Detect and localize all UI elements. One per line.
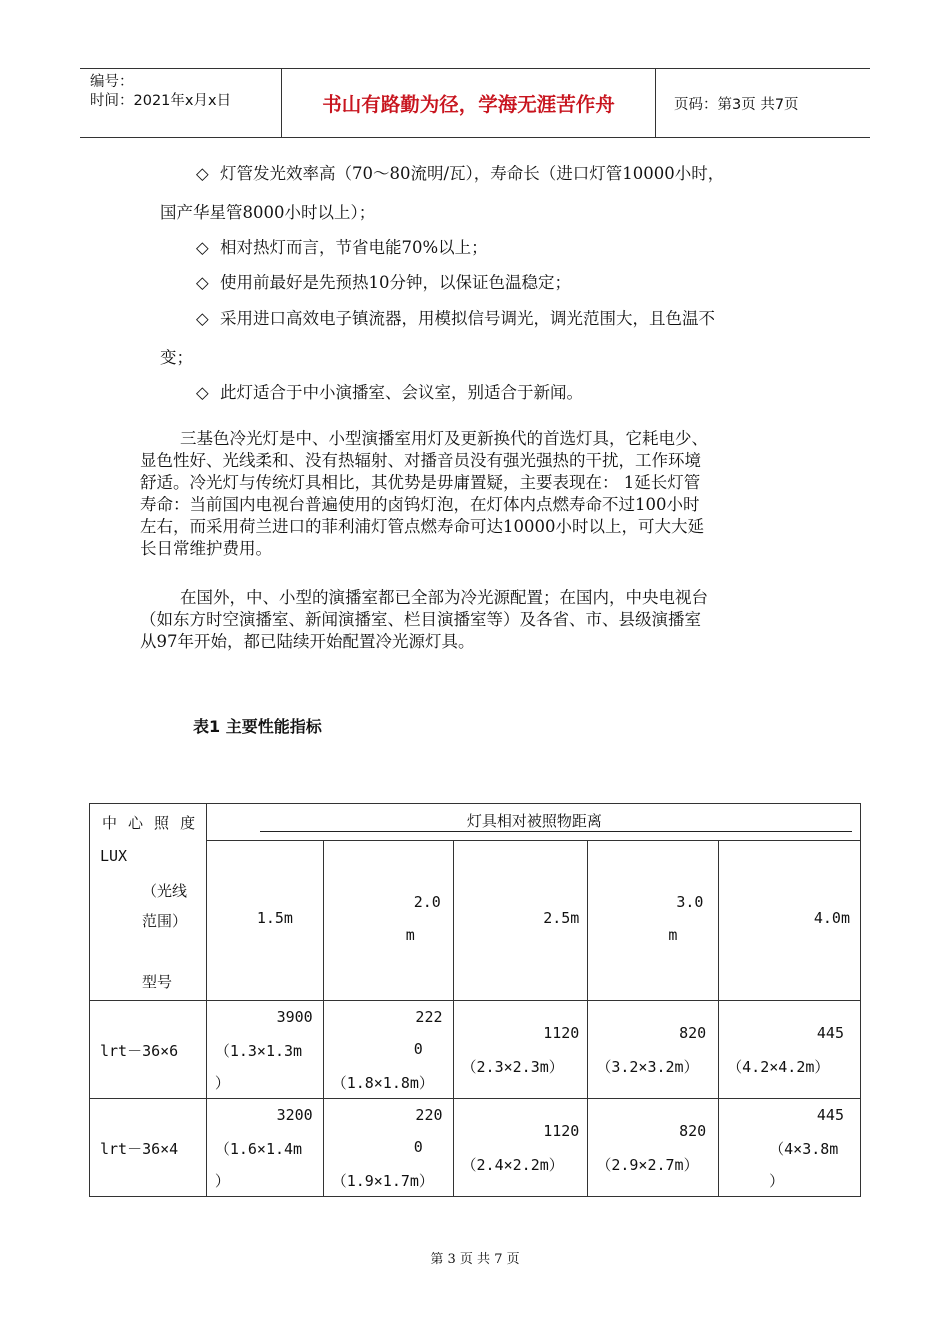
distance-value: 1.5m (256, 908, 293, 927)
value-cell (206, 1001, 323, 1099)
distance-header-cell (206, 804, 860, 841)
para-line: 显色性好、光线柔和、没有热辐射、对播音员没有强光强热的干扰，工作环境 (140, 451, 701, 470)
range-value-cont: ） (214, 1171, 230, 1190)
para-line: （如东方时空演播室、新闻演播室、栏目演播室等）及各省、市、县级演播室 (140, 610, 701, 629)
bullet-text: 相对热灯而言，节省电能70%以上； (220, 238, 488, 257)
para-line: 在国外，中、小型的演播室都已全部为冷光源配置；在国内，中央电视台 (180, 588, 708, 607)
performance-table (89, 803, 861, 1197)
header-motto: 书山有路勤为径，学海无涯苦作舟 (281, 69, 656, 137)
page-footer: 第 3 页 共 7 页 (430, 1252, 520, 1267)
distance-value: 3.0 (676, 892, 704, 911)
para-line: 寿命：当前国内电视台普遍使用的卤钨灯泡，在灯体内点燃寿命不过100小时 (140, 495, 700, 514)
value-cell (588, 1099, 719, 1197)
diamond-icon: ◇ (196, 273, 209, 292)
lux-value: 3200 (276, 1105, 313, 1124)
number-label: 编号： (90, 74, 134, 90)
bullet-text: 此灯适合于中小演播室、会议室，别适合于新闻。 (220, 383, 583, 402)
header-underline (260, 831, 852, 832)
para-line: 左右，而采用荷兰进口的菲利浦灯管点燃寿命可达10000小时以上，可大大延 (140, 517, 704, 536)
bullet-4-cont: 变； (160, 348, 193, 367)
header-page-info (664, 69, 870, 137)
range-value: （1.8×1.8m） (331, 1073, 434, 1092)
value-cell (453, 1099, 588, 1197)
model-name: lrt－36×4 (100, 1139, 179, 1158)
distance-value: 4.0m (813, 908, 850, 927)
diamond-icon: ◇ (196, 383, 209, 402)
lux-value: 445 (816, 1105, 844, 1124)
page-info-text: 页码：第3页 共7页 (674, 96, 799, 113)
bullet-3 (196, 269, 571, 293)
distance-cell (323, 841, 453, 1001)
distance-cell (206, 841, 323, 1001)
model-cell (90, 1001, 207, 1099)
lux-value: 3900 (276, 1007, 313, 1026)
bullet-2 (196, 234, 488, 258)
lux-value: 445 (816, 1023, 844, 1042)
corner-label-illuminance: 中 心 照 度 (102, 813, 197, 832)
corner-label-model: 型号 (142, 972, 173, 991)
lux-value: 1120 (543, 1121, 580, 1140)
distance-cell (453, 841, 588, 1001)
value-cell (719, 1099, 861, 1197)
distance-unit: m (668, 925, 678, 944)
distance-value: 2.0 (413, 892, 441, 911)
page-header (80, 68, 870, 138)
diamond-icon: ◇ (196, 164, 209, 183)
distance-cell (719, 841, 861, 1001)
diamond-icon: ◇ (196, 238, 209, 257)
range-value: （2.4×2.2m） (461, 1155, 564, 1174)
range-value: （1.9×1.7m） (331, 1171, 434, 1190)
lux-value: 222 (415, 1007, 443, 1026)
value-cell (323, 1001, 453, 1099)
table-row (90, 1001, 861, 1099)
lux-value: 1120 (543, 1023, 580, 1042)
value-cell (453, 1001, 588, 1099)
para-line: 舒适。冷光灯与传统灯具相比，其优势是毋庸置疑，主要表现在： 1延长灯管 (140, 473, 701, 492)
para-line: 从97年开始，都已陆续开始配置冷光源灯具。 (140, 632, 475, 651)
distance-value: 2.5m (543, 908, 580, 927)
distance-header: 灯具相对被照物距离 (466, 812, 602, 830)
time-label: 时间：2021年x月x日 (90, 93, 232, 109)
range-value: （3.2×3.2m） (596, 1057, 699, 1076)
lux-value: 820 (679, 1121, 707, 1140)
range-value: （4.2×4.2m） (727, 1057, 830, 1076)
distance-cell (588, 841, 719, 1001)
diamond-icon: ◇ (196, 309, 209, 328)
table-header-row (90, 804, 861, 841)
range-value: （4×3.8m (769, 1139, 839, 1158)
bullet-text: 灯管发光效率高（70～80流明/瓦），寿命长（进口灯管10000小时， (220, 164, 725, 183)
range-value: （1.6×1.4m (214, 1139, 303, 1158)
table-row (90, 1099, 861, 1197)
lux-value-cont: 0 (413, 1039, 423, 1058)
bullet-1 (196, 160, 724, 184)
model-name: lrt－36×6 (100, 1041, 179, 1060)
range-value: （2.3×2.3m） (461, 1057, 564, 1076)
corner-label-range-2: 范围） (142, 911, 188, 930)
paragraph-2 (140, 587, 810, 653)
lux-value: 220 (415, 1105, 443, 1124)
bullet-5 (196, 379, 583, 403)
value-cell (719, 1001, 861, 1099)
corner-cell (90, 804, 207, 1001)
corner-label-lux: LUX (100, 846, 128, 865)
para-line: 长日常维护费用。 (140, 539, 272, 558)
lux-value-cont: 0 (413, 1137, 423, 1156)
bullet-4 (196, 305, 715, 329)
range-value: （2.9×2.7m） (596, 1155, 699, 1174)
header-meta (80, 69, 281, 137)
bullet-text: 使用前最好是先预热10分钟，以保证色温稳定； (220, 273, 571, 292)
bullet-text: 采用进口高效电子镇流器，用模拟信号调光，调光范围大，且色温不 (220, 309, 715, 328)
corner-label-range: （光线 (142, 881, 188, 900)
value-cell (323, 1099, 453, 1197)
table-caption: 表1 主要性能指标 (193, 717, 322, 736)
range-value: （1.3×1.3m (214, 1041, 303, 1060)
range-value-cont: ） (769, 1171, 785, 1190)
model-cell (90, 1099, 207, 1197)
value-cell (206, 1099, 323, 1197)
paragraph-1 (140, 428, 810, 560)
para-line: 三基色冷光灯是中、小型演播室用灯及更新换代的首选灯具，它耗电少、 (180, 429, 708, 448)
range-value-cont: ） (214, 1073, 230, 1092)
distance-unit: m (405, 925, 415, 944)
bullet-1-cont: 国产华星管8000小时以上）； (160, 203, 376, 222)
lux-value: 820 (679, 1023, 707, 1042)
value-cell (588, 1001, 719, 1099)
